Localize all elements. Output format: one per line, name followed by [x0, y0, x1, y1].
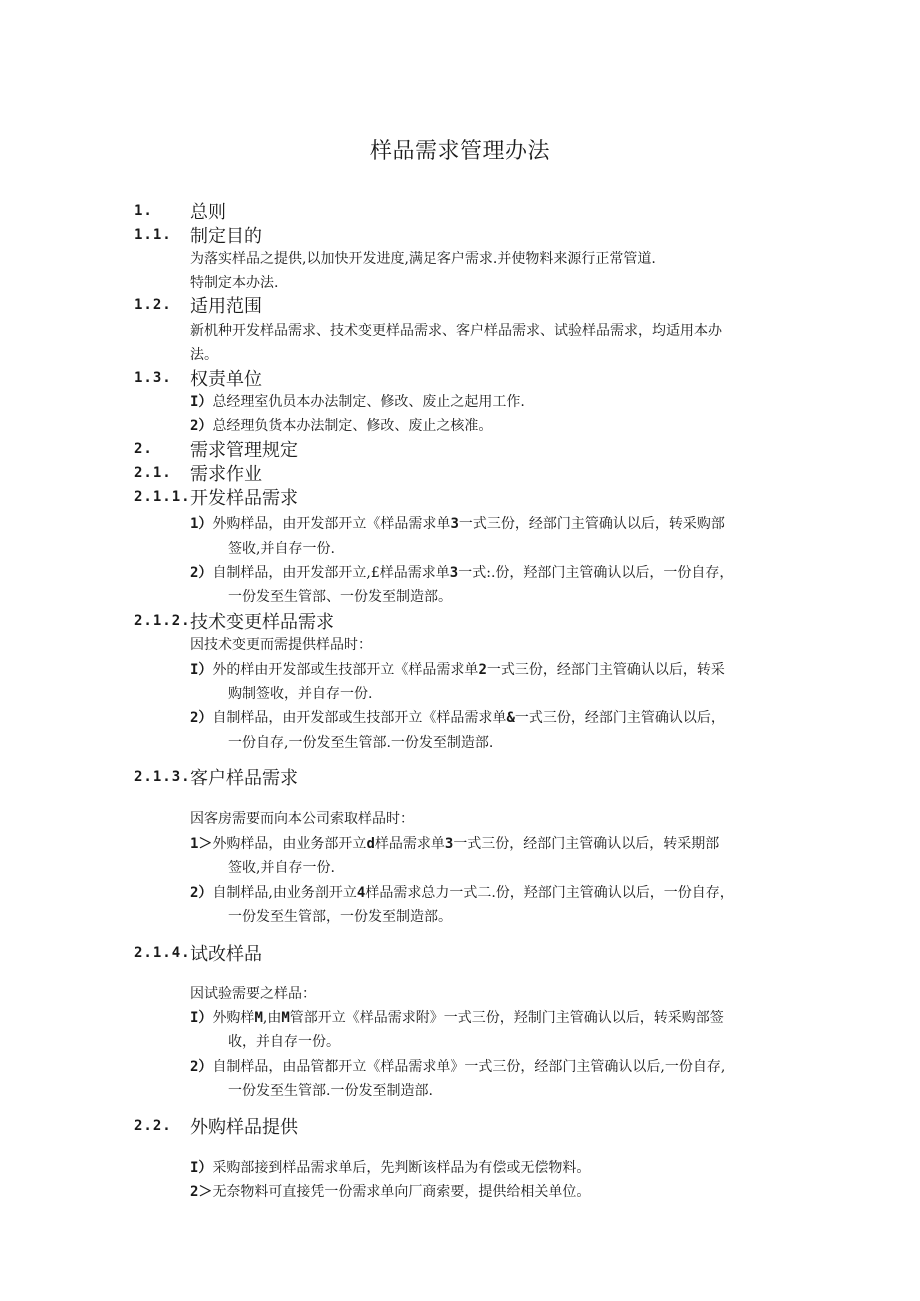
list-text: 样品需求单 [374, 836, 445, 852]
list-inline-mark: 3 [444, 836, 454, 852]
section-number: 2.1.3. [134, 769, 191, 785]
list-inline-mark: & [506, 710, 515, 726]
paragraph-line: 因客房需要而向本公司索取样品时： [190, 811, 414, 827]
paragraph-line: 新机种开发样品需求、技术变更样品需求、客户样品需求、试验样品需求，均适用本办 [190, 323, 722, 339]
section-number: 2. [134, 441, 153, 457]
list-item [190, 513, 725, 533]
list-marker: 1＞ [190, 836, 213, 852]
list-text: 自制样品，由开发部开立,£样品需求单 [212, 565, 450, 581]
list-marker: 2） [190, 418, 213, 434]
section-heading: 开发样品需求 [190, 488, 298, 509]
section-heading: 技术变更样品需求 [190, 612, 334, 633]
list-item [190, 1056, 725, 1076]
paragraph-line: 为落实样品之提供,以加快开发进度,满足客户需求.并使物料来源行正常管道. [190, 251, 656, 267]
list-item [190, 659, 725, 679]
document-title: 样品需求管理办法 [369, 139, 550, 164]
list-item [190, 833, 719, 853]
paragraph-line: 因技术变更而需提供样品时： [190, 637, 372, 653]
section-heading: 需求管理规定 [190, 440, 298, 461]
section-number: 2.2. [134, 1118, 172, 1134]
list-text: 外购样品，由开发部开立《样品需求单 [212, 516, 451, 532]
section-heading: 制定目的 [190, 226, 262, 247]
section-number: 2.1. [134, 465, 172, 481]
section-heading: 试改样品 [190, 944, 262, 965]
section-heading: 总则 [190, 202, 226, 223]
list-text: 总经理室仇员本办法制定、修改、废止之起用工作. [212, 394, 525, 410]
list-text: 一式三份，经部门主管确认以后，转采 [486, 662, 725, 678]
list-continuation: 收，并自存一份。 [228, 1034, 340, 1050]
list-marker: I） [190, 662, 213, 678]
list-marker: 2） [190, 565, 213, 581]
list-inline-mark: 2 [478, 662, 487, 678]
list-item [190, 562, 733, 582]
list-inline-mark: 3 [450, 516, 459, 532]
section-number: 1. [134, 203, 153, 219]
list-continuation: 一份发至生管部、一份发至制造部。 [228, 589, 452, 605]
list-text: 一式三份，经部门主管确认以后，转采购部 [458, 516, 725, 532]
list-continuation: 一份自存,一份发至生管部.一份发至制造部. [228, 735, 494, 751]
list-continuation: 签收,并自存一份. [228, 541, 335, 557]
section-number: 1.2. [134, 297, 172, 313]
list-continuation: 购制签收，并自存一份. [228, 686, 373, 702]
list-text: 总经理负货本办法制定、修改、废止之核准。 [212, 418, 493, 434]
section-number: 1.1. [134, 227, 172, 243]
list-inline-mark: 4 [356, 885, 366, 901]
section-heading: 适用范围 [190, 296, 262, 317]
list-marker: I） [190, 1160, 213, 1176]
list-text: 自制样品，由开发部或生技部开立《样品需求单 [212, 710, 507, 726]
paragraph-line: 因试验需要之样品： [190, 986, 316, 1002]
list-marker: 2） [190, 885, 213, 901]
list-text: 采购部接到样品需求单后，先判断该样品为有偿或无偿物料。 [212, 1160, 591, 1176]
list-text: 管部开立《样品需求附》一式三份，羟制门主管确认以后，转采购部签 [289, 1010, 724, 1026]
list-item [190, 415, 492, 435]
list-continuation: 一份发至生管部.一份发至制造部. [228, 1083, 433, 1099]
list-continuation: 签收,并自存一份. [228, 860, 335, 876]
list-text: 外购样 [212, 1010, 255, 1026]
section-number: 2.1.2. [134, 613, 191, 629]
section-heading: 需求作业 [190, 464, 262, 485]
list-item [190, 391, 525, 411]
list-text: 无奈物料可直接凭一份需求单向厂商索要，提供给相关单位。 [212, 1184, 591, 1200]
list-text: 一式:.份，羟部门主管确认以后，一份自存， [458, 565, 734, 581]
list-text: 自制样品，由品管都开立《样品需求单》一式三份，经部门主管确认以后,一份自存, [212, 1059, 726, 1075]
list-marker: 2） [190, 1059, 213, 1075]
list-item [190, 707, 725, 727]
list-marker: I） [190, 1010, 213, 1026]
list-text: 一式三份，经部门主管确认以后， [514, 710, 725, 726]
section-heading: 权责单位 [190, 369, 262, 390]
list-text: 样品需求总力一式二.份，羟部门主管确认以后，一份自存， [365, 885, 734, 901]
list-marker: 2） [190, 710, 213, 726]
section-number: 2.1.1. [134, 489, 191, 505]
list-inline-mark: M [281, 1010, 290, 1026]
paragraph-line: 法。 [190, 347, 218, 363]
list-item [190, 882, 734, 902]
section-heading: 客户样品需求 [190, 768, 298, 789]
list-marker: 1） [190, 516, 213, 532]
list-marker: I） [190, 394, 213, 410]
list-item [190, 1157, 590, 1177]
list-marker: 2＞ [190, 1184, 213, 1200]
list-continuation: 一份发至生管部，一份发至制造部。 [228, 909, 452, 925]
list-inline-mark: M [254, 1010, 263, 1026]
list-text: ,由 [262, 1010, 282, 1026]
list-item [190, 1007, 724, 1027]
list-text: 一式三份，经部门主管确认以后，转采期部 [453, 836, 720, 852]
list-inline-mark: 3 [449, 565, 459, 581]
section-number: 2.1.4. [134, 945, 191, 961]
section-heading: 外购样品提供 [190, 1117, 298, 1138]
list-text: 外购样品，由业务部开立 [212, 836, 367, 852]
list-item [190, 1181, 590, 1201]
section-number: 1.3. [134, 370, 172, 386]
list-text: 外的样由开发部或生技部开立《样品需求单 [212, 662, 479, 678]
list-text: 自制样品,由业务剖开立 [212, 885, 357, 901]
list-inline-mark: d [366, 836, 375, 852]
paragraph-line: 特制定本办法. [190, 275, 279, 291]
